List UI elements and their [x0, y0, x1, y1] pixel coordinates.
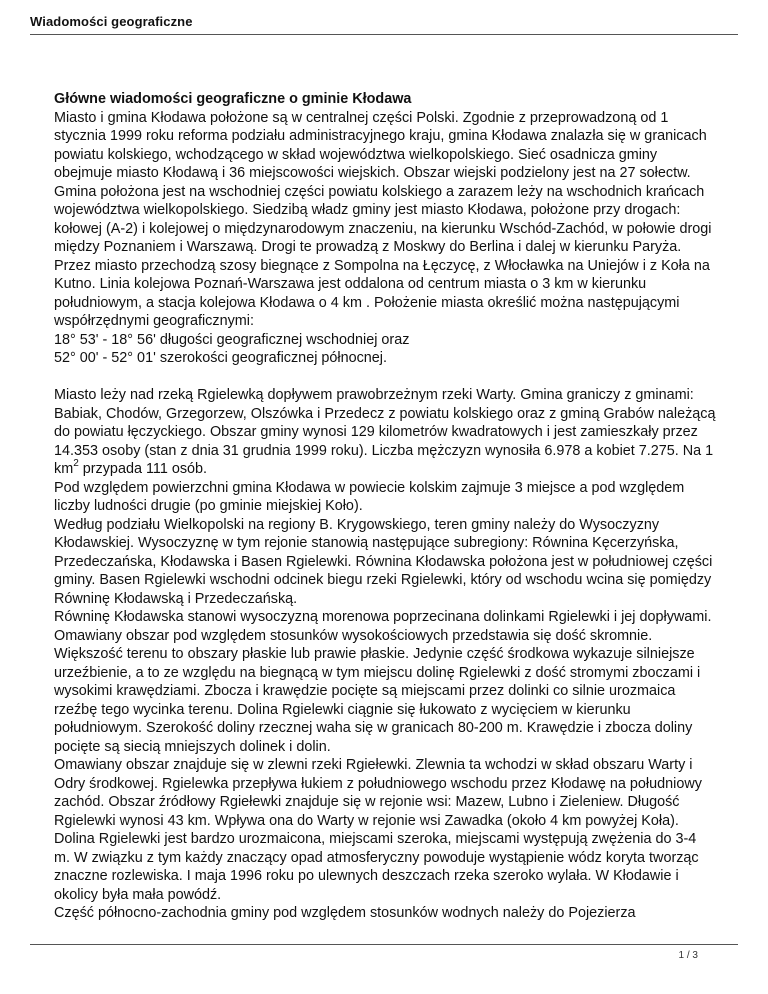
document-title: Główne wiadomości geograficzne o gminie Kłodawa — [54, 91, 412, 107]
paragraph-location: Miasto i gmina Kłodawa położone są w centralnej części Polski. Zgodnie z przeprowadzoną od 1 stycznia 1999 roku reforma podziału administracyjnego kraju, gmina Kłodawa znalazła się w granicach powiatu kolskiego, wchodzącego w skład województwa wielkopolskiego. Sieć osadnicza gminy obejmuje miasto Kłodawą i 36 miejscowości wiejskich. Obszar wiejski podzielony jest na 27 sołectw. Gmina położona jest na wschodniej części powiatu kolskiego a zarazem leży na wschodnich krańcach województwa wielkopolskiego. Siedzibą władz gminy jest miasto Kłodawa, położone przy drogach: kołowej (A-2) i kolejowej o międzynarodowym znaczeniu, na kierunku Wschód-Zachód, w połowie drogi między Poznaniem i Warszawą. Drogi te prowadzą z Moskwy do Berlina i dalej w kierunku Paryża. Przez miasto przechodzą szosy biegnące z Sompolna na Łęczycę, z Włocławka na Uniejów i z Koła na Kutno. Linia kolejowa Poznań-Warszawa jest oddalona od centrum miasta o 3 km w kierunku południowym, a stacja kolejowa Kłodawa o 4 km . Położenie miasta określić można następującymi współrzędnymi geograficznymi: — [54, 109, 712, 329]
footer-divider — [30, 944, 738, 945]
paragraph-lakeland: Część północno-zachodnia gminy pod względem stosunków wodnych należy do Pojezierza — [54, 905, 636, 921]
superscript-two: 2 — [73, 458, 79, 470]
paragraph-area-rank: Pod względem powierzchni gmina Kłodawa w powiecie kolskim zajmuje 3 miejsce a pod względem liczby ludności drugie (po gminie miejskiej Koło). — [54, 479, 685, 514]
paragraph-regions: Według podziału Wielkopolski na regiony B. Krygowskiego, teren gminy należy do Wysoczyzny Kłodawskiej. Wysoczyznę w tym rejonie stanowią następujące subregiony: Równina Kęcerzyńska, Przedeczańska, Kłodawska i Basen Rgielewki. Równina Kłodawska położona jest w południowej części gminy. Basen Rgielewki wschodni odcinek biegu rzeki Rgielewki, który od wschodu wcina się pomiędzy Równinę Kłodawską i Przedeczańską. — [54, 516, 713, 607]
paragraph-spacer — [54, 368, 716, 387]
page-number: 1 / 3 — [678, 950, 698, 961]
coordinates-latitude: 52° 00' - 52° 01' szerokości geograficznej północnej. — [54, 350, 387, 366]
coordinates-longitude: 18° 53' - 18° 56' długości geograficznej wschodniej oraz — [54, 331, 410, 348]
paragraph-river-population-tail: przypada 111 osób. — [78, 461, 208, 477]
paragraph-catchment: Omawiany obszar znajduje się w zlewni rzeki Rgiełewki. Zlewnia ta wchodzi w skład obszaru Warty i Odry środkowej. Rgielewka przepływa łukiem z południowego wschodu przez Kłodawę na południowy zachód. Obszar źródłowy Rgiełewki znajduje się w rejonie wsi: Mazew, Lubno i Zieleniew. Długość Rgielewki wynosi 43 km. Wpływa ona do Warty w rejonie wsi Zawadka (około 4 km powyżej Koła). Dolina Rgielewki jest bardzo urozmaicona, miejscami szeroka, miejscami występują zwężenia do 3-4 m. W związku z tym każdy znaczący opad atmosferyczny powoduje wystąpienie wódz koryta tworząc znaczne rozlewiska. I maja 1996 roku po ulewnych deszczach rzeka szeroko wylała. W Kłodawie i okolicy była mała powódź. — [54, 757, 702, 903]
document-body — [54, 90, 716, 923]
paragraph-river-population-text: Miasto leży nad rzeką Rgielewką dopływem prawobrzeżnym rzeki Warty. Gmina graniczy z gminami: Babiak, Chodów, Grzegorzew, Olszówka i Przedecz z powiatu kolskiego oraz z gminą Grabów należącą do powiatu łęczyckiego. Obszar gminy wynosi 129 kilometrów kwadratowych i jest zamieszkały przez 14.353 osoby (stan z dnia 31 grudnia 1999 roku). Liczba mężczyzn wynosiła 6.978 a kobiet 7.275. Na 1 km — [54, 387, 716, 477]
paragraph-river-population — [54, 386, 716, 479]
paragraph-relief: Równinę Kłodawska stanowi wysoczyzną morenowa poprzecinana dolinkami Rgielewki i jej dopływami. Omawiany obszar pod względem stosunków wysokościowych przedstawia się dość skromnie. Większość terenu to obszary płaskie lub prawie płaskie. Jedynie część środkowa wykazuje silniejsze urzeźbienie, a to ze względu na biegnącą w tym miejscu dolinę Rgielewki z dość stromymi zboczami i wysokimi krawędziami. Zbocza i krawędzie pocięte są miejscami przez dolinki co silnie urozmaica rzeźbę tego wycinka terenu. Dolina Rgielewki ciągnie się łukowato z wycięciem w kierunku południowym. Szerokość doliny rzecznej waha się w granicach 80-200 m. Krawędzie i zbocza doliny pocięte są siecią mniejszych dolinek i dolin. — [54, 609, 712, 755]
running-header-title: Wiadomości geograficzne — [30, 14, 193, 29]
header-divider — [30, 34, 738, 35]
